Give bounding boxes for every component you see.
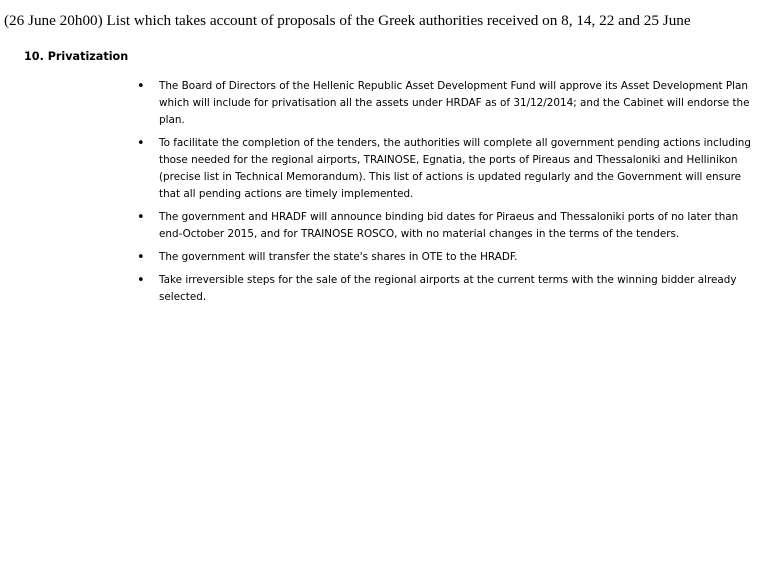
list-item xyxy=(0,272,770,306)
list-item-text: The government and HRADF will announce binding bid dates for Piraeus and Thessaloniki ports of no later than end-October 2015, and for TRAINOSE ROSCO, with no material changes in the terms of the tenders. xyxy=(159,211,739,240)
document-header: (26 June 20h00) List which takes account of proposals of the Greek authorities received on 8, 14, 22 and 25 June xyxy=(4,12,691,29)
list-item xyxy=(0,78,770,129)
section-title: 10. Privatization xyxy=(24,50,129,63)
bullet-icon: • xyxy=(137,250,145,265)
bullet-icon: • xyxy=(137,273,145,288)
bullet-icon: • xyxy=(137,210,145,225)
list-item xyxy=(0,209,770,243)
list-item xyxy=(0,249,770,266)
bullet-icon: • xyxy=(137,79,145,94)
list-item xyxy=(0,135,770,203)
list-item-text: The government will transfer the state's shares in OTE to the HRADF. xyxy=(159,251,518,263)
bullet-icon: • xyxy=(137,136,145,151)
list-item-text: The Board of Directors of the Hellenic Republic Asset Development Fund will approve its Asset Development Plan which will include for privatisation all the assets under HRDAF as of 31/12/2014; and the Cabinet will endorse the plan. xyxy=(159,80,750,126)
list-item-text: To facilitate the completion of the tenders, the authorities will complete all government pending actions including those needed for the regional airports, TRAINOSE, Egnatia, the ports of Pireaus and Thessaloniki and Hellinikon (precise list in Technical Memorandum). This list of actions is updated regularly and the Government will ensure that all pending actions are timely implemented. xyxy=(159,137,751,200)
list-item-text: Take irreversible steps for the sale of the regional airports at the current terms with the winning bidder already selected. xyxy=(159,274,737,303)
privatization-bullet-list xyxy=(0,78,770,312)
